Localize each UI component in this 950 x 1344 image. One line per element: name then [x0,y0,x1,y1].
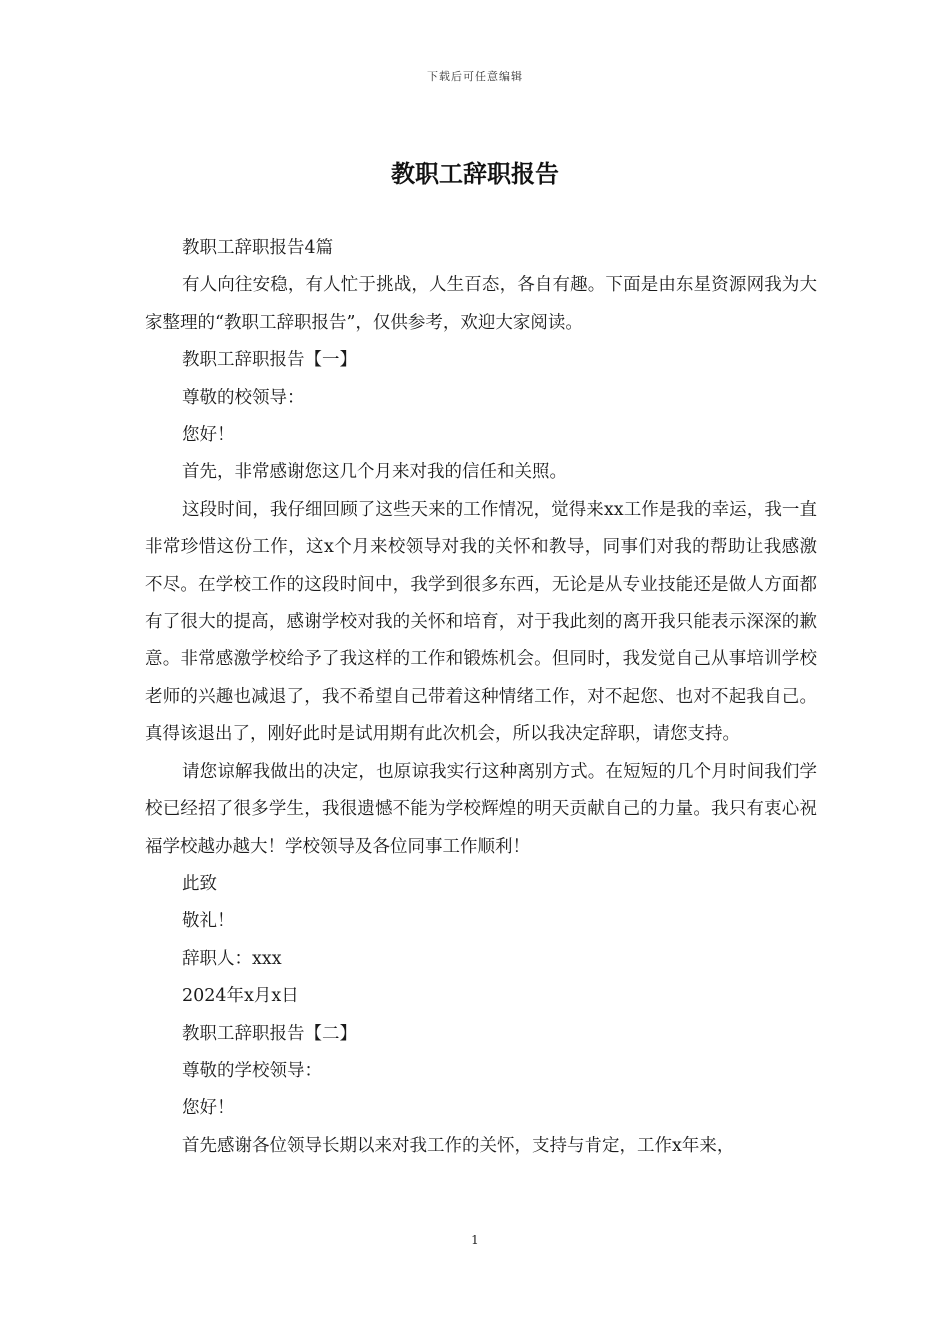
document-title: 教职工辞职报告 [391,159,559,188]
greeting: 您好！ [182,425,235,446]
date-line: 2024年x月x日 [182,986,299,1007]
paragraph: 请您谅解我做出的决定，也原谅我实行这种离别方式。在短短的几个月时间我们学校已经招了很多学生，我很遗憾不能为学校辉煌的明天贡献自己的力量。我只有衷心祝福学校越办越大！学校领导及各位同事工作顺利！ [145,761,817,857]
section-heading: 教职工辞职报告【二】 [182,1023,357,1044]
paragraph: 首先，非常感谢您这几个月来对我的信任和关照。 [182,462,567,483]
paragraph: 首先感谢各位领导长期以来对我工作的关怀，支持与肯定，工作x年来， [182,1135,735,1156]
closing-line: 敬礼！ [182,911,235,932]
salutation: 尊敬的学校领导： [182,1060,322,1081]
paragraph: 教职工辞职报告4篇 [182,238,334,258]
salutation: 尊敬的校领导： [182,387,305,408]
section-heading: 教职工辞职报告【一】 [182,350,357,371]
page-header-note: 下载后可任意编辑 [427,70,523,83]
paragraph: 这段时间，我仔细回顾了这些天来的工作情况，觉得来xx工作是我的幸运，我一直非常珍惜这份工作，这x个月来校领导对我的关怀和教导，同事们对我的帮助让我感激不尽。在学校工作的这段时间中，我学到很多东西，无论是从专业技能还是做人方面都有了很大的提高，感谢学校对我的关怀和培育，对于我此刻的离开我只能表示深深的歉意。非常感激学校给予了我这样的工作和锻炼机会。但同时，我发觉自己从事培训学校老师的兴趣也减退了，我不希望自己带着这种情绪工作，对不起您、也对不起我自己。真得该退出了，刚好此时是试用期有此次机会，所以我决定辞职，请您支持。 [145,499,817,745]
paragraph: 有人向往安稳，有人忙于挑战，人生百态，各自有趣。下面是由东星资源网我为大家整理的“教职工辞职报告”，仅供参考，欢迎大家阅读。 [145,275,817,333]
signature-line: 辞职人：xxx [182,948,282,969]
document-body [145,230,817,1165]
page-number: 1 [471,1233,479,1247]
greeting: 您好！ [182,1098,235,1119]
closing-line: 此致 [182,873,217,894]
